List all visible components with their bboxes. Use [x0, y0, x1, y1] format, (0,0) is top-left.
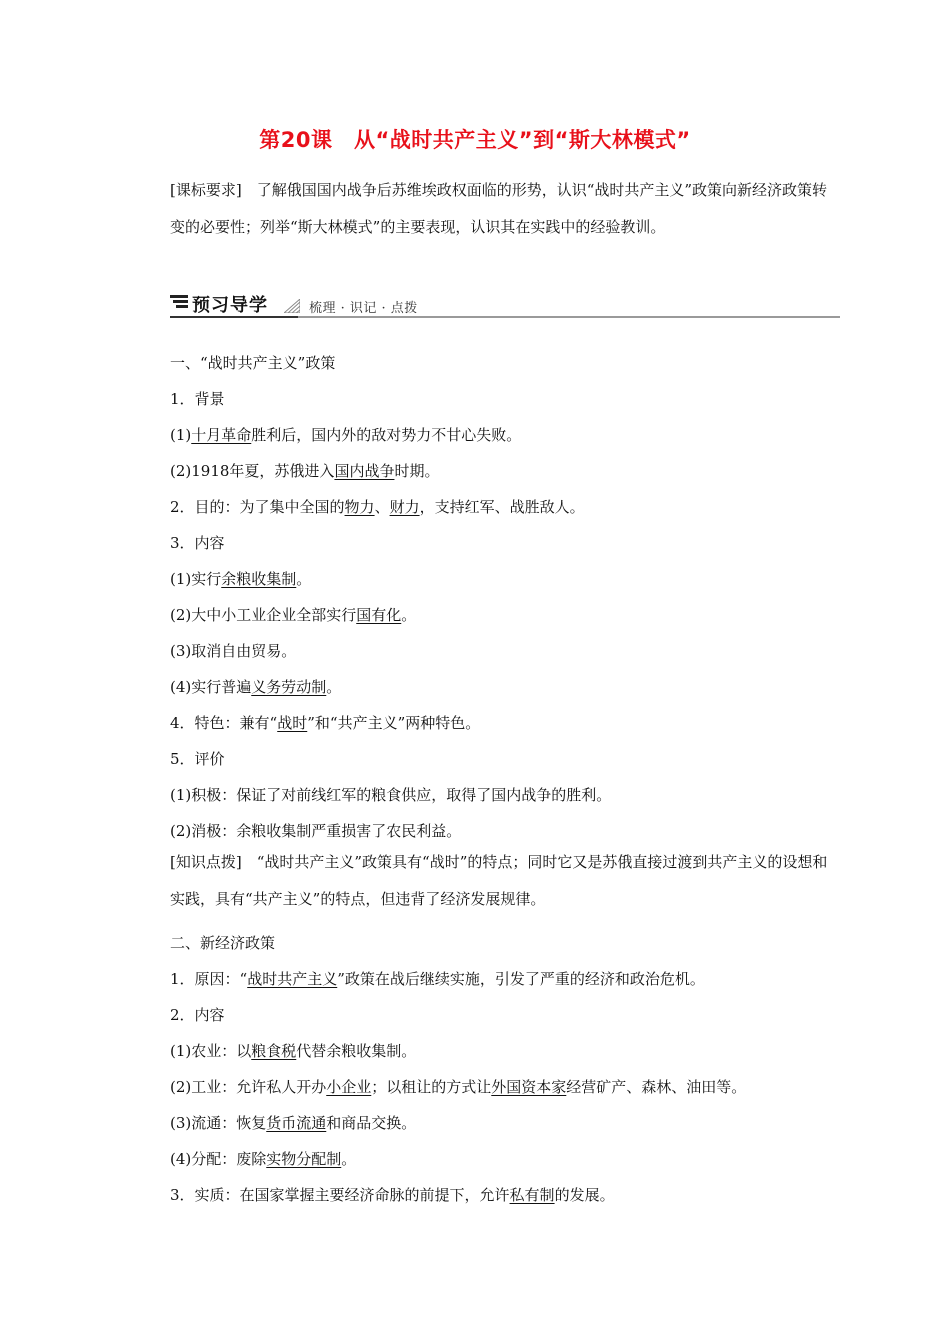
- text-line: [170, 388, 225, 409]
- text-run: ，支持红军、战胜敌人。: [419, 498, 585, 516]
- text-line: [170, 424, 521, 445]
- underlined-answer: 十月革命: [191, 426, 252, 444]
- text-run: (3)流通：恢复: [170, 1114, 267, 1132]
- text-line: [170, 784, 611, 805]
- knowledge-note: [170, 844, 840, 918]
- text-run: (2)消极：余粮收集制严重损害了农民利益。: [170, 822, 462, 840]
- text-run: (1)积极：保证了对前线红军的粮食供应，取得了国内战争的胜利。: [170, 786, 612, 804]
- text-run: 。: [296, 570, 312, 588]
- text-line: [170, 968, 705, 989]
- text-line: [170, 712, 480, 733]
- text-run: 和商品交换。: [326, 1114, 417, 1132]
- text-run: 胜利后，国内外的敌对势力不甘心失败。: [251, 426, 522, 444]
- text-run: 一、“战时共产主义”政策: [170, 354, 336, 372]
- text-run: (1)农业：以: [170, 1042, 252, 1060]
- text-run: 。: [401, 606, 417, 624]
- text-run: 1．背景: [170, 390, 225, 408]
- text-run: 4．特色：兼有“: [170, 714, 278, 732]
- text-run: 。: [326, 678, 342, 696]
- text-line: [170, 1112, 416, 1133]
- underlined-answer: 小企业: [326, 1078, 372, 1096]
- text-run: 代替余粮收集制。: [296, 1042, 417, 1060]
- text-line: [170, 1148, 356, 1169]
- banner-rule-accent: [170, 316, 298, 318]
- underlined-answer: 国内战争: [334, 462, 395, 480]
- text-run: 时期。: [394, 462, 440, 480]
- text-run: (2)工业：允许私人开办: [170, 1078, 327, 1096]
- text-line: [170, 1004, 225, 1025]
- text-run: 二、新经济政策: [170, 934, 276, 952]
- underlined-answer: 货币流通: [266, 1114, 327, 1132]
- text-run: ；以租让的方式让: [371, 1078, 492, 1096]
- text-line: [170, 820, 461, 841]
- text-line: [170, 460, 439, 481]
- text-line: [170, 496, 585, 517]
- underlined-answer: 物力: [344, 498, 375, 516]
- text-line: [170, 932, 275, 953]
- stripes-icon: [170, 295, 188, 311]
- text-run: 3．内容: [170, 534, 225, 552]
- underlined-answer: 私有制: [509, 1186, 555, 1204]
- text-line: [170, 1040, 416, 1061]
- text-run: (2)1918年夏，苏俄进入: [170, 462, 335, 480]
- text-run: 、: [374, 498, 390, 516]
- text-line: [170, 640, 296, 661]
- underlined-answer: 战时共产主义: [247, 970, 338, 988]
- text-run: ”和“共产主义”两种特色。: [307, 714, 481, 732]
- curriculum-requirement: [170, 172, 840, 246]
- underlined-answer: 战时: [277, 714, 308, 732]
- lesson-title: 第20课 从“战时共产主义”到“斯大林模式”: [259, 128, 691, 152]
- text-run: 2．内容: [170, 1006, 225, 1024]
- text-run: 1．原因：“: [170, 970, 248, 988]
- text-line: [170, 352, 335, 373]
- text-run: 2．目的：为了集中全国的: [170, 498, 345, 516]
- text-line: [170, 604, 416, 625]
- requirement-text: 了解俄国国内战争后苏维埃政权面临的形势，认识“战时共产主义”政策向新经济政策转变的必要性；列举“斯大林模式”的主要表现，认识其在实践中的经验教训。: [170, 181, 828, 236]
- text-run: (3)取消自由贸易。: [170, 642, 297, 660]
- text-run: (1)实行: [170, 570, 222, 588]
- requirement-tag: [课标要求]: [170, 181, 242, 199]
- text-run: (1): [170, 426, 192, 444]
- text-run: 5．评价: [170, 750, 225, 768]
- text-line: [170, 1184, 615, 1205]
- text-line: [170, 532, 225, 553]
- note-tag: [知识点拨]: [170, 853, 242, 871]
- underlined-answer: 实物分配制: [266, 1150, 342, 1168]
- underlined-answer: 国有化: [356, 606, 402, 624]
- underlined-answer: 义务劳动制: [251, 678, 327, 696]
- text-run: ”政策在战后继续实施，引发了严重的经济和政治危机。: [337, 970, 705, 988]
- text-run: (4)实行普遍: [170, 678, 252, 696]
- section-banner: [170, 291, 840, 321]
- underlined-answer: 财力: [389, 498, 420, 516]
- underlined-answer: 余粮收集制: [221, 570, 297, 588]
- text-run: (2)大中小工业企业全部实行: [170, 606, 357, 624]
- text-run: 的发展。: [554, 1186, 615, 1204]
- triangle-hatch-icon: [284, 299, 300, 313]
- text-line: [170, 676, 341, 697]
- text-run: (4)分配：废除: [170, 1150, 267, 1168]
- underlined-answer: 外国资本家: [491, 1078, 567, 1096]
- banner-subtitle: 梳理 · 识记 · 点拨: [309, 301, 418, 316]
- text-line: [170, 568, 311, 589]
- banner-label: 预习导学: [192, 295, 268, 316]
- text-run: 3．实质：在国家掌握主要经济命脉的前提下，允许: [170, 1186, 510, 1204]
- text-run: 。: [341, 1150, 357, 1168]
- underlined-answer: 粮食税: [251, 1042, 297, 1060]
- text-line: [170, 748, 225, 769]
- text-run: 经营矿产、森林、油田等。: [566, 1078, 747, 1096]
- text-line: [170, 1076, 746, 1097]
- note-text: “战时共产主义”政策具有“战时”的特点；同时它又是苏俄直接过渡到共产主义的设想和实践，具有“共产主义”的特点，但违背了经济发展规律。: [170, 853, 828, 908]
